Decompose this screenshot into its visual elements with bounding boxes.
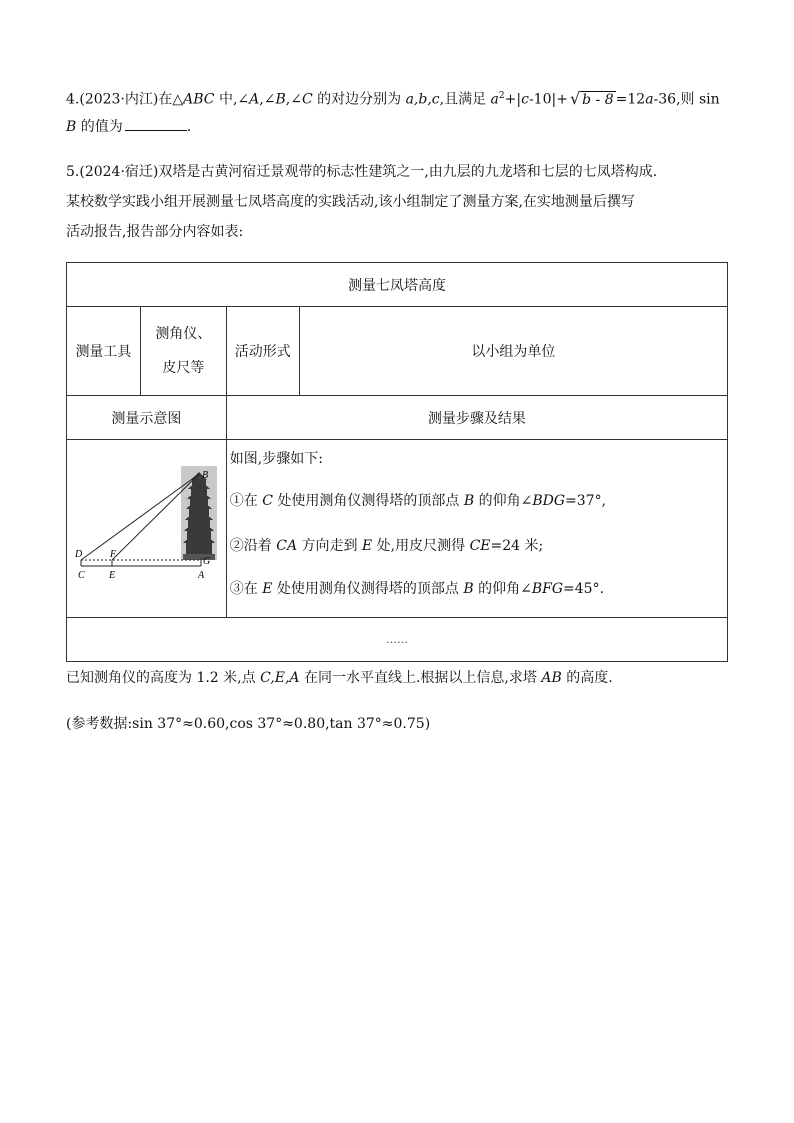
label-G: G <box>203 556 211 567</box>
measurement-diagram <box>67 440 225 616</box>
step-1: ①在 C 处使用测角仪测得塔的顶部点 B 的仰角∠BDG=37°, <box>229 493 607 509</box>
form-value: 以小组为单位 <box>299 307 727 396</box>
label-C: C <box>78 570 85 581</box>
diagram-header: 测量示意图 <box>67 396 227 440</box>
steps-list <box>230 440 727 616</box>
question-5-line-2: 某校数学实践小组开展测量七凤塔高度的实践活动,该小组制定了测量方案,在实地测量后撰写 <box>66 194 635 210</box>
label-F: F <box>110 549 117 560</box>
question-5-line-1: 5.(2024·宿迁)双塔是古黄河宿迁景观带的标志性建筑之一,由九层的九龙塔和七层的七凤塔构成. <box>66 164 658 180</box>
tool-label: 测量工具 <box>67 307 141 396</box>
form-label: 活动形式 <box>226 307 299 396</box>
given-info: 已知测角仪的高度为 1.2 米,点 C,E,A 在同一水平直线上.根据以上信息,求塔 AB 的高度. <box>66 670 613 686</box>
answer-blank[interactable] <box>125 116 187 131</box>
steps-cell <box>226 440 727 618</box>
diagram-cell <box>67 440 227 618</box>
label-B: B <box>202 470 209 481</box>
table-ellipsis: …… <box>67 618 728 662</box>
square-root: √ b - 8 <box>569 88 614 108</box>
steps-header: 测量步骤及结果 <box>226 396 727 440</box>
question-5-line-3: 活动报告,报告部分内容如表: <box>66 224 244 240</box>
step-2: ②沿着 CA 方向走到 E 处,用皮尺测得 CE=24 米; <box>229 538 544 554</box>
report-table <box>66 262 728 662</box>
step-3: ③在 E 处使用测角仪测得塔的顶部点 B 的仰角∠BFG=45°. <box>229 581 605 597</box>
table-title: 测量七凤塔高度 <box>67 263 728 307</box>
tool-value: 测角仪、 皮尺等 <box>140 307 226 396</box>
label-A: A <box>198 570 205 581</box>
steps-intro: 如图,步骤如下: <box>229 451 323 467</box>
label-E: E <box>109 570 116 581</box>
reference-data: (参考数据:sin 37°≈0.60,cos 37°≈0.80,tan 37°≈0.75) <box>66 716 431 732</box>
label-D: D <box>75 549 83 560</box>
question-4-line-2: B 的值为 . <box>66 116 191 137</box>
question-4-line-1: 4.(2023·内江)在△ABC 中,∠A,∠B,∠C 的对边分别为 a,b,c,且满足 $a^2+|c-10|+$ √ b - 8 =12a-36,则 sin <box>66 88 720 108</box>
